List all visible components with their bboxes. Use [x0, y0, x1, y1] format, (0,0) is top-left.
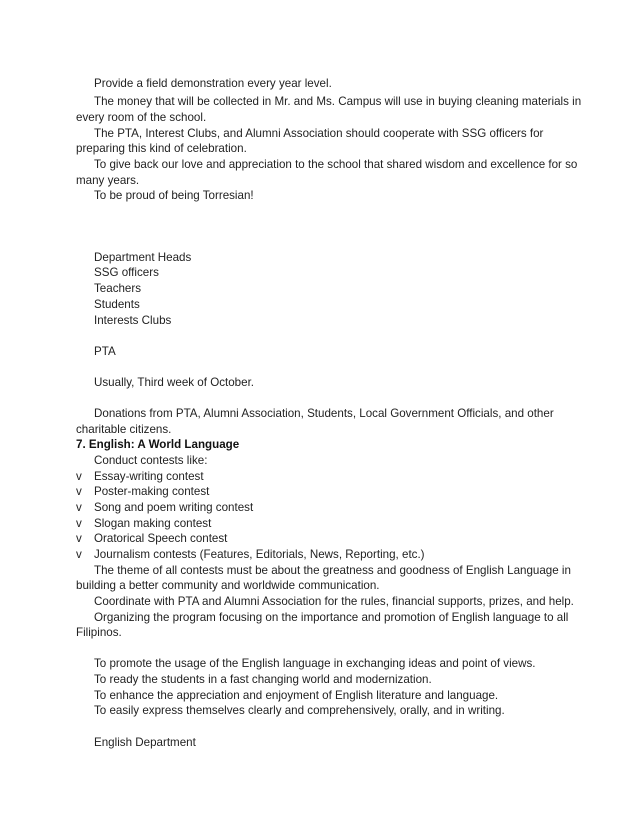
contest-label: Essay-writing contest: [94, 470, 204, 483]
contest-label: Poster-making contest: [94, 485, 210, 498]
contest-list-item: [76, 532, 227, 546]
intro-paragraph-2-line-2: every room of the school.: [76, 111, 207, 124]
organizing-line-2: Filipinos.: [76, 626, 122, 639]
intro-paragraph-3-line-2: preparing this kind of celebration.: [76, 142, 247, 155]
bullet-v-marker: v: [76, 517, 82, 530]
participant-item: Teachers: [94, 282, 142, 295]
participant-item: Students: [94, 298, 140, 311]
objective-item: To enhance the appreciation and enjoyment of English literature and language.: [94, 689, 499, 702]
contest-list-item: [76, 501, 253, 515]
contest-label: Slogan making contest: [94, 517, 212, 530]
objective-item: To easily express themselves clearly and comprehensively, orally, and in writing.: [94, 704, 505, 717]
theme-line-2: building a better community and worldwide communication.: [76, 579, 380, 592]
bullet-v-marker: v: [76, 501, 82, 514]
participant-item: Department Heads: [94, 251, 192, 264]
bullet-v-marker: v: [76, 485, 82, 498]
intro-paragraph-2-line-1: The money that will be collected in Mr. and Ms. Campus will use in buying cleaning materials in: [94, 95, 582, 108]
organizing-line-1: Organizing the program focusing on the importance and promotion of English language to all: [94, 611, 569, 624]
coordinate-text: Coordinate with PTA and Alumni Association for the rules, financial supports, prizes, and help.: [94, 595, 574, 608]
bullet-v-marker: v: [76, 532, 82, 545]
intro-paragraph-4-line-1: To give back our love and appreciation to the school that shared wisdom and excellence for so: [94, 158, 578, 171]
intro-paragraph-5: To be proud of being Torresian!: [94, 189, 254, 202]
intro-paragraph-3-line-1: The PTA, Interest Clubs, and Alumni Association should cooperate with SSG officers for: [94, 127, 544, 140]
contest-list-item: [76, 485, 209, 499]
contest-list-item: [76, 548, 425, 562]
objective-item: To ready the students in a fast changing world and modernization.: [94, 673, 432, 686]
funding-line-1: Donations from PTA, Alumni Association, Students, Local Government Officials, and other: [94, 407, 554, 420]
schedule-text: Usually, Third week of October.: [94, 376, 255, 389]
bullet-v-marker: v: [76, 548, 82, 561]
participant-item: Interests Clubs: [94, 314, 172, 327]
objective-item: To promote the usage of the English language in exchanging ideas and point of views.: [94, 657, 536, 670]
contest-label: Oratorical Speech contest: [94, 532, 228, 545]
contests-intro: Conduct contests like:: [94, 454, 208, 467]
theme-line-1: The theme of all contests must be about the greatness and goodness of English Language in: [94, 564, 571, 577]
intro-paragraph-1: Provide a field demonstration every year level.: [94, 77, 332, 90]
contest-list-item: [76, 517, 211, 531]
bullet-v-marker: v: [76, 470, 82, 483]
participant-item: SSG officers: [94, 266, 159, 279]
contest-label: Journalism contests (Features, Editorials, News, Reporting, etc.): [94, 548, 425, 561]
contest-label: Song and poem writing contest: [94, 501, 254, 514]
partner-text: PTA: [94, 345, 116, 358]
section-7-heading: 7. English: A World Language: [76, 438, 240, 451]
intro-paragraph-4-line-2: many years.: [76, 174, 140, 187]
contest-list-item: [76, 470, 204, 484]
department-text: English Department: [94, 736, 196, 749]
funding-line-2: charitable citizens.: [76, 423, 172, 436]
